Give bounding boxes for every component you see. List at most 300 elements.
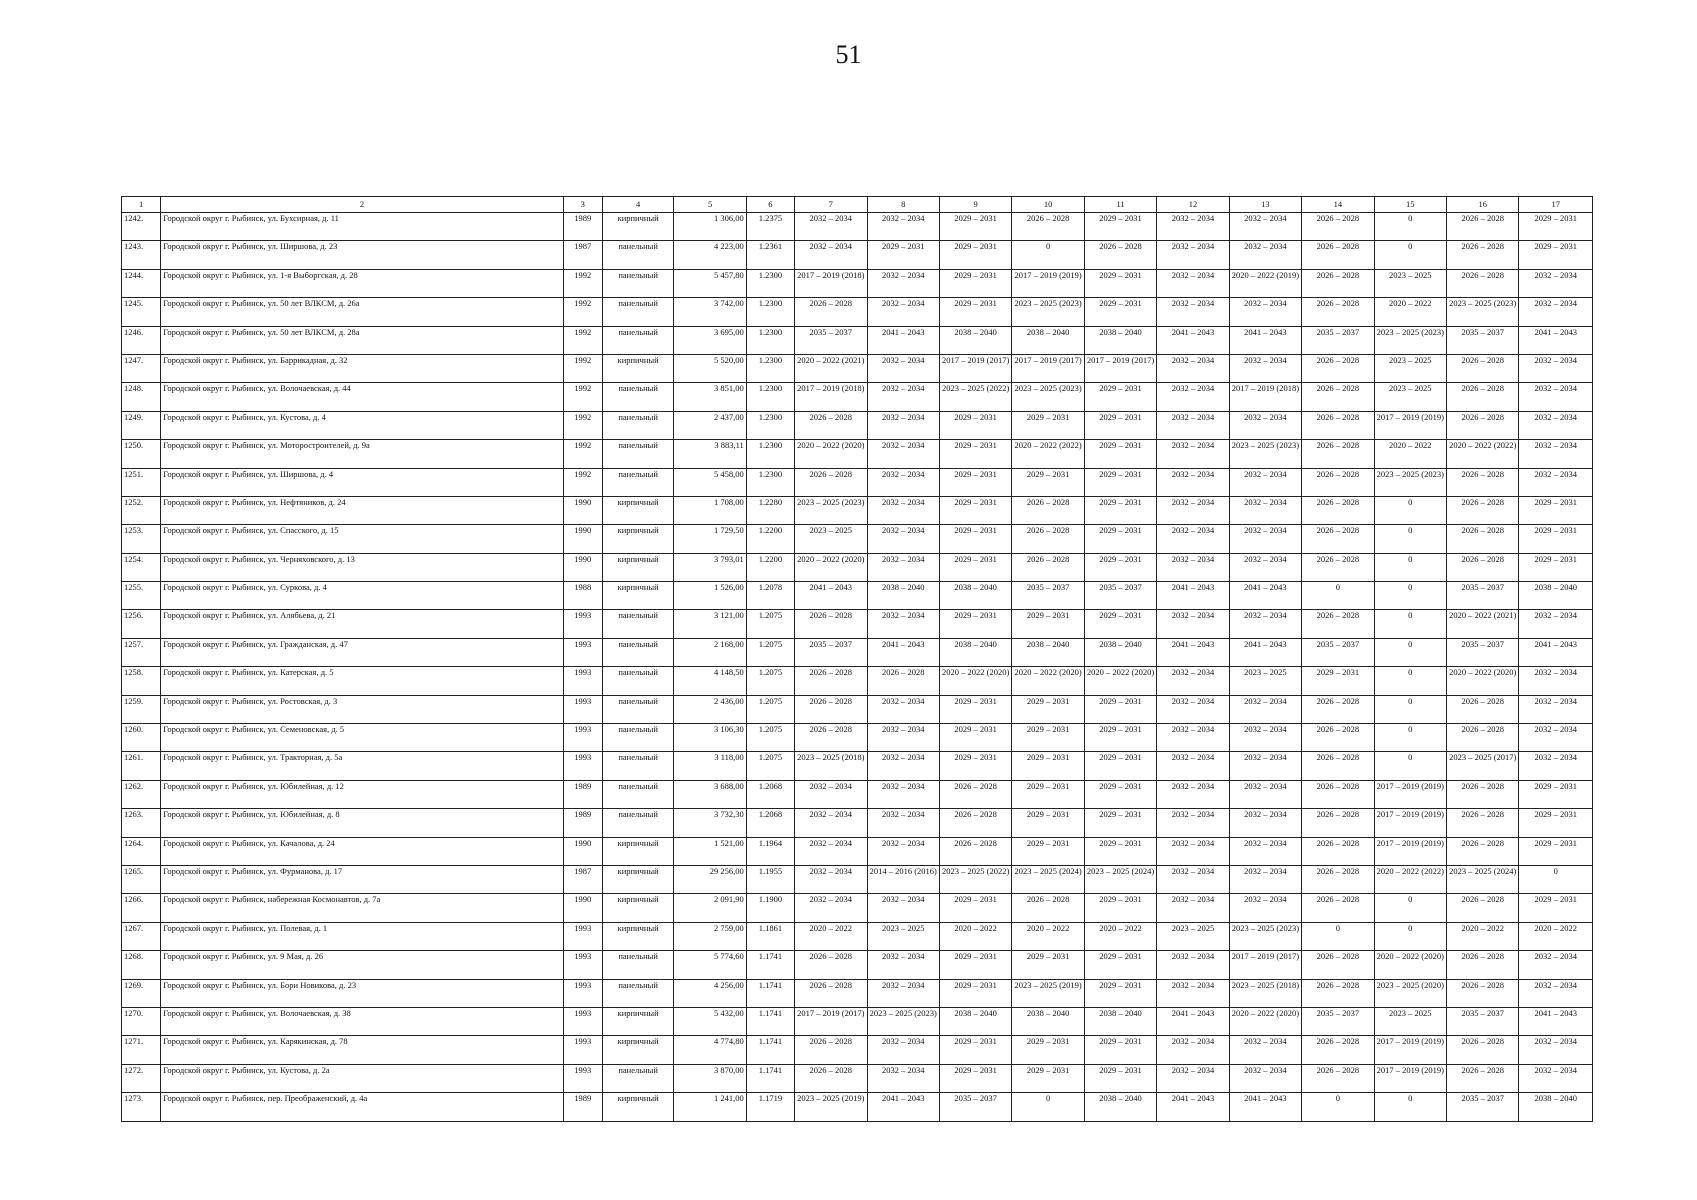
table-cell: 1262. — [122, 780, 161, 808]
table-cell: 1259. — [122, 695, 161, 723]
table-cell: 1 241,00 — [674, 1093, 746, 1121]
column-header: 4 — [602, 197, 673, 213]
table-row — [122, 894, 1593, 922]
table-cell: Городской округ г. Рыбинск, ул. Полевая, д. 1 — [161, 922, 563, 950]
table-cell: 2020 – 2022 (2021) — [1447, 610, 1519, 638]
table-cell: 2026 – 2028 — [1302, 695, 1374, 723]
table-cell: 2032 – 2034 — [867, 695, 939, 723]
table-cell: 2029 – 2031 — [939, 979, 1011, 1007]
table-cell: 2041 – 2043 — [1519, 1007, 1593, 1035]
table-cell: 2026 – 2028 — [795, 468, 867, 496]
table-cell: 2032 – 2034 — [1157, 667, 1229, 695]
table-cell: 2041 – 2043 — [1519, 326, 1593, 354]
table-cell: 2026 – 2028 — [1447, 468, 1519, 496]
table-cell: 2029 – 2031 — [1012, 610, 1084, 638]
table-cell: 4 774,80 — [674, 1036, 746, 1064]
table-cell: 2029 – 2031 — [1084, 809, 1156, 837]
table-cell: панельный — [602, 411, 673, 439]
table-cell: панельный — [602, 752, 673, 780]
column-header: 3 — [563, 197, 602, 213]
column-header: 7 — [795, 197, 867, 213]
table-cell: 2032 – 2034 — [1229, 525, 1301, 553]
table-cell: панельный — [602, 241, 673, 269]
table-row — [122, 213, 1593, 241]
table-row — [122, 724, 1593, 752]
table-cell: 2029 – 2031 — [1084, 752, 1156, 780]
table-cell: 2020 – 2022 — [1374, 298, 1446, 326]
table-cell: 3 118,00 — [674, 752, 746, 780]
table-cell: панельный — [602, 695, 673, 723]
table-cell: 2041 – 2043 — [1157, 1007, 1229, 1035]
table-cell: 2029 – 2031 — [1084, 695, 1156, 723]
table-cell: 2026 – 2028 — [1447, 1036, 1519, 1064]
table-cell: 2029 – 2031 — [867, 241, 939, 269]
table-cell: 1993 — [563, 752, 602, 780]
table-cell: 2029 – 2031 — [1084, 496, 1156, 524]
table-cell: 2032 – 2034 — [1519, 610, 1593, 638]
table-cell: 2032 – 2034 — [1157, 979, 1229, 1007]
table-cell: 2035 – 2037 — [1447, 326, 1519, 354]
table-cell: 2032 – 2034 — [795, 865, 867, 893]
table-cell: 1992 — [563, 440, 602, 468]
column-header: 16 — [1447, 197, 1519, 213]
table-cell: 2032 – 2034 — [1229, 411, 1301, 439]
table-cell: 2029 – 2031 — [939, 298, 1011, 326]
table-cell: 2023 – 2025 (2019) — [1012, 979, 1084, 1007]
table-cell: 1.2361 — [746, 241, 794, 269]
table-cell: 2032 – 2034 — [867, 610, 939, 638]
table-cell: кирпичный — [602, 865, 673, 893]
column-header: 9 — [939, 197, 1011, 213]
table-cell: 2032 – 2034 — [867, 752, 939, 780]
table-cell: 2029 – 2031 — [939, 468, 1011, 496]
table-cell: 2032 – 2034 — [1157, 951, 1229, 979]
table-cell: 2029 – 2031 — [1519, 553, 1593, 581]
table-cell: 1.2300 — [746, 326, 794, 354]
table-cell: 2020 – 2022 (2022) — [1447, 440, 1519, 468]
table-cell: 2038 – 2040 — [939, 1007, 1011, 1035]
table-cell: Городской округ г. Рыбинск, набережная Космонавтов, д. 7а — [161, 894, 563, 922]
table-cell: Городской округ г. Рыбинск, ул. Нефтяников, д. 24 — [161, 496, 563, 524]
table-row — [122, 496, 1593, 524]
table-cell: 2023 – 2025 (2024) — [1084, 865, 1156, 893]
table-cell: 2026 – 2028 — [795, 1036, 867, 1064]
table-cell: 2029 – 2031 — [1519, 837, 1593, 865]
table-cell: 2032 – 2034 — [867, 837, 939, 865]
table-cell: 2029 – 2031 — [1084, 411, 1156, 439]
table-cell: 2029 – 2031 — [939, 724, 1011, 752]
table-cell: 0 — [1012, 1093, 1084, 1121]
table-cell: 2032 – 2034 — [1229, 213, 1301, 241]
table-cell: 2026 – 2028 — [1302, 837, 1374, 865]
table-cell: кирпичный — [602, 1007, 673, 1035]
table-cell: 2032 – 2034 — [1229, 1064, 1301, 1092]
table-row — [122, 582, 1593, 610]
table-cell: панельный — [602, 724, 673, 752]
table-cell: 2029 – 2031 — [939, 269, 1011, 297]
table-cell: 2029 – 2031 — [1084, 525, 1156, 553]
table-cell: 2032 – 2034 — [867, 780, 939, 808]
table-cell: 2026 – 2028 — [1447, 411, 1519, 439]
table-cell: 1245. — [122, 298, 161, 326]
table-cell: 2038 – 2040 — [1012, 638, 1084, 666]
table-cell: 2023 – 2025 (2023) — [867, 1007, 939, 1035]
table-cell: 2023 – 2025 — [1374, 354, 1446, 382]
table-cell: 2032 – 2034 — [795, 837, 867, 865]
table-cell: 2029 – 2031 — [939, 1064, 1011, 1092]
table-cell: 2032 – 2034 — [1157, 525, 1229, 553]
table-cell: 2020 – 2022 (2022) — [1374, 865, 1446, 893]
table-cell: 2017 – 2019 (2017) — [1229, 951, 1301, 979]
table-cell: 2032 – 2034 — [867, 1064, 939, 1092]
table-cell: 2029 – 2031 — [1519, 496, 1593, 524]
table-cell: 2023 – 2025 — [1374, 269, 1446, 297]
table-cell: 0 — [1302, 922, 1374, 950]
table-cell: 2017 – 2019 (2018) — [795, 269, 867, 297]
table-cell: 2032 – 2034 — [1157, 610, 1229, 638]
table-cell: Городской округ г. Рыбинск, ул. Черняховского, д. 13 — [161, 553, 563, 581]
table-cell: 2017 – 2019 (2019) — [1374, 837, 1446, 865]
table-cell: 2032 – 2034 — [1229, 553, 1301, 581]
table-cell: 0 — [1374, 638, 1446, 666]
table-row — [122, 667, 1593, 695]
table-cell: 2026 – 2028 — [1302, 440, 1374, 468]
table-cell: 2023 – 2025 — [1374, 1007, 1446, 1035]
table-cell: 1250. — [122, 440, 161, 468]
table-cell: 1270. — [122, 1007, 161, 1035]
table-cell: 2041 – 2043 — [1229, 582, 1301, 610]
table-cell: 2032 – 2034 — [1229, 894, 1301, 922]
table-cell: 3 688,00 — [674, 780, 746, 808]
table-cell: 2029 – 2031 — [939, 213, 1011, 241]
table-cell: 2041 – 2043 — [1157, 326, 1229, 354]
table-cell: 2032 – 2034 — [1519, 1036, 1593, 1064]
table-cell: 1248. — [122, 383, 161, 411]
table-cell: панельный — [602, 610, 673, 638]
table-cell: 2032 – 2034 — [1229, 468, 1301, 496]
table-cell: 2032 – 2034 — [1229, 837, 1301, 865]
table-cell: 2020 – 2022 (2020) — [1447, 667, 1519, 695]
table-cell: 2041 – 2043 — [867, 326, 939, 354]
table-cell: 4 256,00 — [674, 979, 746, 1007]
table-cell: 1993 — [563, 610, 602, 638]
table-cell: 1244. — [122, 269, 161, 297]
table-cell: 2026 – 2028 — [1012, 525, 1084, 553]
table-cell: 2032 – 2034 — [1157, 354, 1229, 382]
table-cell: 2032 – 2034 — [1519, 1064, 1593, 1092]
table-cell: 0 — [1374, 525, 1446, 553]
repair-schedule-table — [121, 196, 1593, 1122]
table-cell: 2041 – 2043 — [1229, 326, 1301, 354]
table-cell: 2023 – 2025 (2024) — [1447, 865, 1519, 893]
table-cell: 3 851,00 — [674, 383, 746, 411]
table-cell: 2029 – 2031 — [939, 411, 1011, 439]
table-cell: 2026 – 2028 — [1447, 553, 1519, 581]
table-row — [122, 837, 1593, 865]
table-cell: 1992 — [563, 383, 602, 411]
table-cell: 2026 – 2028 — [1302, 724, 1374, 752]
column-header: 5 — [674, 197, 746, 213]
table-cell: 2026 – 2028 — [1302, 1064, 1374, 1092]
table-cell: Городской округ г. Рыбинск, ул. Семеновская, д. 5 — [161, 724, 563, 752]
column-header: 8 — [867, 197, 939, 213]
table-row — [122, 780, 1593, 808]
table-cell: 2029 – 2031 — [1012, 1036, 1084, 1064]
table-cell: 2032 – 2034 — [1157, 695, 1229, 723]
table-cell: 1.2300 — [746, 383, 794, 411]
table-cell: 2026 – 2028 — [1302, 553, 1374, 581]
table-cell: 2032 – 2034 — [1157, 496, 1229, 524]
table-cell: 1.1741 — [746, 979, 794, 1007]
table-row — [122, 865, 1593, 893]
table-cell: 2023 – 2025 — [795, 525, 867, 553]
table-cell: 2020 – 2022 — [1374, 440, 1446, 468]
table-cell: 2029 – 2031 — [1084, 213, 1156, 241]
table-cell: 2026 – 2028 — [1447, 1064, 1519, 1092]
table-cell: кирпичный — [602, 922, 673, 950]
table-cell: 1990 — [563, 837, 602, 865]
table-cell: 1246. — [122, 326, 161, 354]
table-row — [122, 1036, 1593, 1064]
table-cell: 2041 – 2043 — [1229, 638, 1301, 666]
table-cell: Городской округ г. Рыбинск, ул. Спасского, д. 15 — [161, 525, 563, 553]
table-cell: 2029 – 2031 — [1084, 951, 1156, 979]
page-number: 51 — [835, 40, 862, 69]
table-cell: 1269. — [122, 979, 161, 1007]
table-cell: 2 436,00 — [674, 695, 746, 723]
table-cell: 2035 – 2037 — [1302, 1007, 1374, 1035]
table-cell: 2026 – 2028 — [1447, 525, 1519, 553]
table-cell: 1.2075 — [746, 667, 794, 695]
table-cell: 2038 – 2040 — [939, 326, 1011, 354]
table-cell: 0 — [1374, 922, 1446, 950]
column-header: 6 — [746, 197, 794, 213]
table-cell: 2029 – 2031 — [1084, 724, 1156, 752]
table-cell: 1.2075 — [746, 610, 794, 638]
table-cell: 1.1900 — [746, 894, 794, 922]
table-cell: 0 — [1012, 241, 1084, 269]
table-cell: 0 — [1302, 1093, 1374, 1121]
table-cell: 2029 – 2031 — [1084, 440, 1156, 468]
table-cell: 2032 – 2034 — [1157, 553, 1229, 581]
table-cell: 2026 – 2028 — [795, 298, 867, 326]
table-row — [122, 525, 1593, 553]
table-cell: 2029 – 2031 — [939, 695, 1011, 723]
table-cell: 2020 – 2022 — [1012, 922, 1084, 950]
table-cell: 2026 – 2028 — [1012, 496, 1084, 524]
table-cell: Городской округ г. Рыбинск, ул. Волочаевская, д. 44 — [161, 383, 563, 411]
table-cell: Городской округ г. Рыбинск, ул. Гражданская, д. 47 — [161, 638, 563, 666]
table-cell: 2038 – 2040 — [1012, 1007, 1084, 1035]
table-cell: панельный — [602, 809, 673, 837]
table-cell: 2032 – 2034 — [1157, 894, 1229, 922]
table-cell: 0 — [1374, 724, 1446, 752]
table-cell: 2017 – 2019 (2017) — [795, 1007, 867, 1035]
table-cell: Городской округ г. Рыбинск, ул. 50 лет ВЛКСМ, д. 28а — [161, 326, 563, 354]
table-cell: 2032 – 2034 — [867, 411, 939, 439]
table-row — [122, 298, 1593, 326]
table-cell: 2029 – 2031 — [939, 496, 1011, 524]
table-cell: 1993 — [563, 667, 602, 695]
table-cell: 2029 – 2031 — [1012, 837, 1084, 865]
table-cell: 1993 — [563, 695, 602, 723]
table-cell: 2026 – 2028 — [1302, 865, 1374, 893]
table-cell: 1990 — [563, 553, 602, 581]
table-cell: 1993 — [563, 1007, 602, 1035]
table-cell: 2020 – 2022 (2022) — [1012, 440, 1084, 468]
table-cell: 2020 – 2022 — [1519, 922, 1593, 950]
table-cell: 1266. — [122, 894, 161, 922]
table-cell: 1.2075 — [746, 752, 794, 780]
table-cell: 1.2075 — [746, 724, 794, 752]
table-cell: панельный — [602, 468, 673, 496]
table-cell: 0 — [1374, 667, 1446, 695]
table-cell: 2026 – 2028 — [1447, 724, 1519, 752]
table-cell: 1993 — [563, 922, 602, 950]
table-row — [122, 752, 1593, 780]
table-cell: 1.2075 — [746, 638, 794, 666]
table-cell: 2026 – 2028 — [795, 695, 867, 723]
table-cell: 2023 – 2025 (2017) — [1447, 752, 1519, 780]
table-cell: 2020 – 2022 (2019) — [1229, 269, 1301, 297]
table-cell: 2029 – 2031 — [1084, 269, 1156, 297]
table-cell: 2023 – 2025 — [1374, 383, 1446, 411]
column-header: 14 — [1302, 197, 1374, 213]
table-cell: 2020 – 2022 (2020) — [1084, 667, 1156, 695]
table-cell: 1993 — [563, 638, 602, 666]
table-cell: 2029 – 2031 — [1012, 780, 1084, 808]
table-cell: 2041 – 2043 — [1157, 638, 1229, 666]
column-header: 2 — [161, 197, 563, 213]
table-cell: 1256. — [122, 610, 161, 638]
table-cell: 2029 – 2031 — [1519, 809, 1593, 837]
table-cell: 1261. — [122, 752, 161, 780]
table-cell: 2026 – 2028 — [1302, 780, 1374, 808]
table-cell: 2026 – 2028 — [1447, 213, 1519, 241]
table-cell: 2029 – 2031 — [1302, 667, 1374, 695]
table-cell: Городской округ г. Рыбинск, ул. Волочаевская, д. 38 — [161, 1007, 563, 1035]
table-cell: 2032 – 2034 — [867, 724, 939, 752]
table-cell: 2026 – 2028 — [1084, 241, 1156, 269]
table-row — [122, 922, 1593, 950]
table-cell: 2038 – 2040 — [1012, 326, 1084, 354]
table-cell: 1989 — [563, 809, 602, 837]
table-cell: 2026 – 2028 — [1447, 354, 1519, 382]
table-row — [122, 695, 1593, 723]
table-cell: 1.2300 — [746, 411, 794, 439]
table-cell: 2035 – 2037 — [1447, 638, 1519, 666]
table-cell: 1272. — [122, 1064, 161, 1092]
table-cell: панельный — [602, 1064, 673, 1092]
table-cell: Городской округ г. Рыбинск, ул. Баррикадная, д. 32 — [161, 354, 563, 382]
table-cell: Городской округ г. Рыбинск, ул. Фурманова, д. 17 — [161, 865, 563, 893]
table-cell: 1988 — [563, 582, 602, 610]
table-cell: 2020 – 2022 (2020) — [795, 553, 867, 581]
table-cell: 1993 — [563, 724, 602, 752]
table-cell: 2032 – 2034 — [1157, 752, 1229, 780]
table-cell: 2029 – 2031 — [939, 951, 1011, 979]
table-cell: 2017 – 2019 (2017) — [1084, 354, 1156, 382]
table-cell: 1257. — [122, 638, 161, 666]
table-cell: 2026 – 2028 — [1302, 610, 1374, 638]
table-cell: панельный — [602, 780, 673, 808]
table-cell: 2026 – 2028 — [1447, 780, 1519, 808]
table-cell: 2026 – 2028 — [1302, 241, 1374, 269]
table-cell: Городской округ г. Рыбинск, ул. Ширшова, д. 23 — [161, 241, 563, 269]
table-cell: 3 870,00 — [674, 1064, 746, 1092]
table-cell: 1 708,00 — [674, 496, 746, 524]
table-cell: 1989 — [563, 780, 602, 808]
table-cell: 5 774,60 — [674, 951, 746, 979]
table-cell: 1.2300 — [746, 354, 794, 382]
table-cell: Городской округ г. Рыбинск, ул. Карякинская, д. 78 — [161, 1036, 563, 1064]
table-cell: 2026 – 2028 — [1302, 752, 1374, 780]
table-cell: 1268. — [122, 951, 161, 979]
table-cell: 1243. — [122, 241, 161, 269]
table-cell: 2026 – 2028 — [867, 667, 939, 695]
table-row — [122, 951, 1593, 979]
table-cell: 3 106,30 — [674, 724, 746, 752]
table-row — [122, 809, 1593, 837]
table-row — [122, 610, 1593, 638]
table-cell: 3 793,01 — [674, 553, 746, 581]
table-cell: 2032 – 2034 — [1519, 269, 1593, 297]
table-cell: 1242. — [122, 213, 161, 241]
table-cell: 2023 – 2025 (2023) — [1012, 298, 1084, 326]
table-cell: 2032 – 2034 — [1519, 411, 1593, 439]
table-cell: 1992 — [563, 411, 602, 439]
table-cell: 2023 – 2025 (2022) — [939, 383, 1011, 411]
table-cell: 2032 – 2034 — [1229, 780, 1301, 808]
table-cell: 2 759,00 — [674, 922, 746, 950]
table-cell: 2 168,00 — [674, 638, 746, 666]
table-cell: 2023 – 2025 (2018) — [1229, 979, 1301, 1007]
table-cell: 2020 – 2022 (2021) — [795, 354, 867, 382]
table-cell: 4 223,00 — [674, 241, 746, 269]
table-cell: 2032 – 2034 — [1229, 354, 1301, 382]
table-cell: 2026 – 2028 — [1302, 525, 1374, 553]
table-cell: 2032 – 2034 — [1157, 269, 1229, 297]
table-cell: 2023 – 2025 (2023) — [1374, 326, 1446, 354]
table-cell: 2023 – 2025 (2023) — [1374, 468, 1446, 496]
table-cell: 2026 – 2028 — [939, 780, 1011, 808]
table-cell: 2038 – 2040 — [867, 582, 939, 610]
table-cell: 2041 – 2043 — [1157, 582, 1229, 610]
table-cell: 2035 – 2037 — [1302, 326, 1374, 354]
table-cell: 0 — [1374, 894, 1446, 922]
table-cell: 2023 – 2025 — [867, 922, 939, 950]
table-cell: 1.2068 — [746, 780, 794, 808]
table-cell: 2035 – 2037 — [1447, 582, 1519, 610]
table-cell: 1.2300 — [746, 440, 794, 468]
table-cell: 2026 – 2028 — [1302, 213, 1374, 241]
table-cell: 2029 – 2031 — [939, 610, 1011, 638]
table-cell: 1260. — [122, 724, 161, 752]
table-cell: 2035 – 2037 — [939, 1093, 1011, 1121]
table-cell: Городской округ г. Рыбинск, ул. Бухсирная, д. 11 — [161, 213, 563, 241]
table-cell: 2032 – 2034 — [1229, 752, 1301, 780]
table-cell: 2032 – 2034 — [1229, 724, 1301, 752]
table-cell: 1987 — [563, 865, 602, 893]
table-row — [122, 1093, 1593, 1121]
table-cell: панельный — [602, 383, 673, 411]
table-cell: 1258. — [122, 667, 161, 695]
table-cell: 2020 – 2022 (2020) — [1012, 667, 1084, 695]
table-cell: 2032 – 2034 — [1519, 667, 1593, 695]
table-cell: 2032 – 2034 — [1157, 724, 1229, 752]
table-cell: 2023 – 2025 (2023) — [1447, 298, 1519, 326]
table-cell: 1990 — [563, 496, 602, 524]
